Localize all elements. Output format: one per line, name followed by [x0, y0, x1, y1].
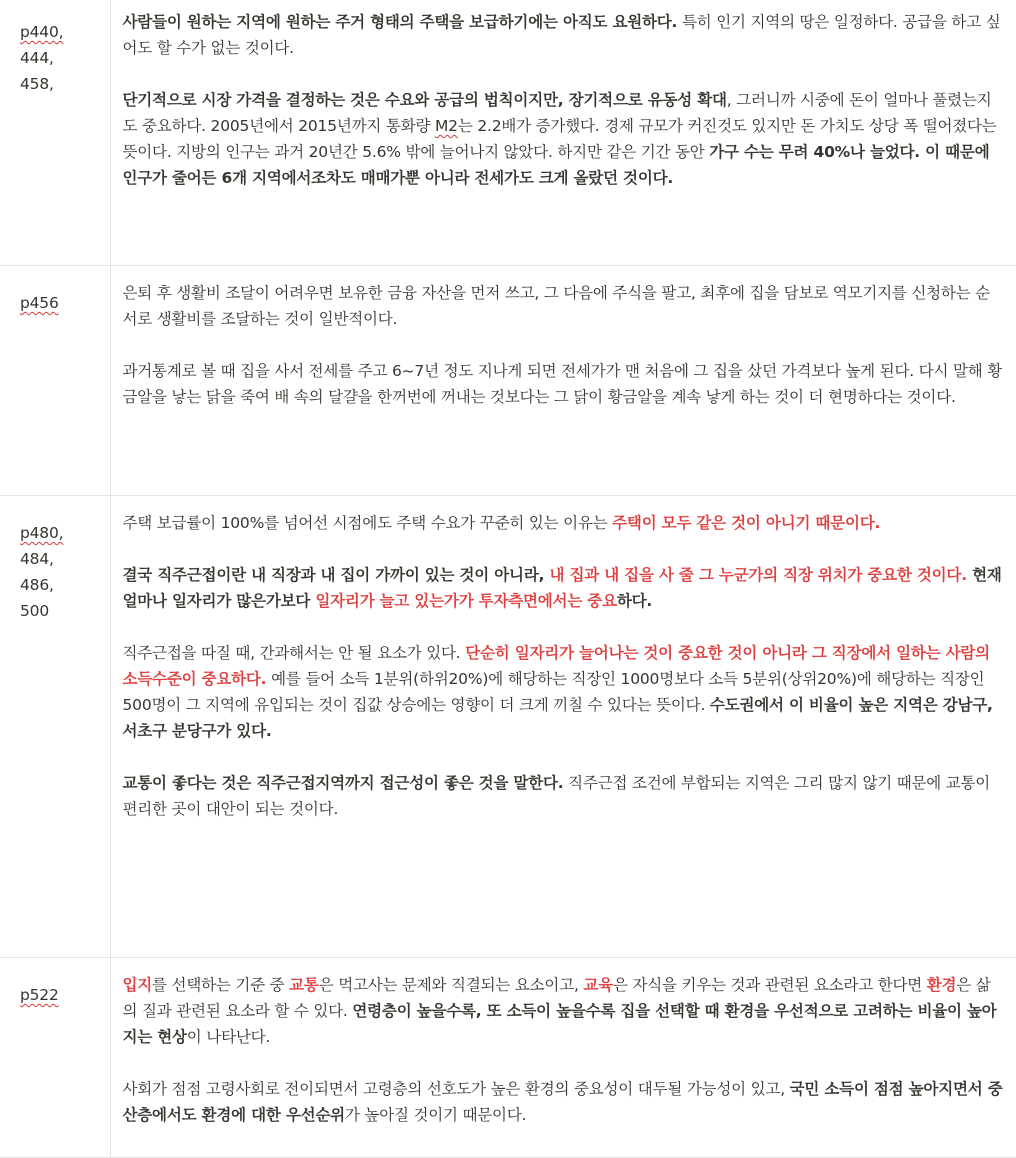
body-text: 직주근접 조건에 부합되는 지역은 그리 많지 않기 때문에 교통이 편리한 곳이 대안이 되는 것이다. [122, 774, 991, 818]
table-row [0, 958, 1016, 1158]
bold-text: 결국 직주근접이란 내 직장과 내 집이 가까이 있는 것이 아니라, [122, 566, 550, 584]
highlight-text: 교통 [289, 976, 319, 994]
body-text: 사회가 점점 고령사회로 전이되면서 고령층의 선호도가 높은 환경의 중요성이 대두될 가능성이 있고, [122, 1080, 790, 1098]
body-text: 를 선택하는 기준 중 [152, 976, 290, 994]
note-paragraph [123, 358, 1005, 410]
note-paragraph [123, 87, 1005, 191]
body-text: 주택 보급률이 100%를 넘어선 시점에도 주택 수요가 꾸준히 있는 이유는 [122, 514, 613, 532]
bold-text: 사람들이 원하는 지역에 원하는 주거 형태의 주택을 보급하기에는 아직도 요원하다. [122, 13, 678, 31]
bold-text: 현재 얼마나 일자리가 많은가보다 [122, 566, 1002, 610]
note-paragraph [123, 562, 1005, 614]
page-reference: 458, [20, 75, 54, 93]
table-row [0, 266, 1016, 496]
bold-text: 하다. [616, 592, 653, 610]
page-reference: 500 [20, 602, 49, 620]
note-paragraph [123, 972, 1005, 1050]
page-reference-cell [0, 496, 110, 958]
bold-text: 교통이 좋다는 것은 직주근접지역까지 접근성이 좋은 것을 말한다. [122, 774, 564, 792]
highlight-text: 주택이 모두 같은 것이 아니기 때문이다. [612, 514, 881, 532]
table-row [0, 0, 1016, 266]
highlight-text: 교육 [583, 976, 613, 994]
page-reference: p456 [20, 294, 59, 312]
page-reference: p522 [20, 986, 59, 1004]
bold-text: 연령층이 높을수록, 또 소득이 높을수록 집을 선택할 때 환경을 우선적으로 고려하는 비율이 높아지는 현상 [122, 1002, 997, 1046]
highlight-text: 단순히 일자리가 늘어나는 것이 중요한 것이 아니라 그 직장에서 일하는 사람의 소득수준이 중요하다. [122, 644, 990, 688]
body-text: 직주근접을 따질 때, 간과해서는 안 될 요소가 있다. [122, 644, 466, 662]
body-text: M2 [434, 117, 458, 135]
page-reference: 484, [20, 550, 54, 568]
note-text-cell [110, 958, 1016, 1158]
note-paragraph [123, 1076, 1005, 1128]
body-text: 이 나타난다. [186, 1028, 271, 1046]
body-text: 은 자식을 키우는 것과 관련된 요소라고 한다면 [612, 976, 927, 994]
page-reference: p480, [20, 524, 64, 542]
body-text: 은 삶의 질과 관련된 요소라 할 수 있다. [122, 976, 991, 1020]
body-text: 는 2.2배가 증가했다. 경제 규모가 커진것도 있지만 돈 가치도 상당 폭 떨어졌다는 뜻이다. 지방의 인구는 과거 20년간 5.6% 밖에 늘어나지 않았다. 하지만 같은 기간 동안 [122, 117, 997, 161]
body-text: 가 높아질 것이기 때문이다. [344, 1106, 527, 1124]
page-reference: 486, [20, 576, 54, 594]
note-text-cell [110, 0, 1016, 266]
bold-text: 국민 소득이 점점 높아지면서 중산층에서도 환경에 대한 우선순위 [122, 1080, 1003, 1124]
highlight-text: 내 집과 내 집을 사 줄 그 누군가의 직장 위치가 중요한 것이다. [549, 566, 967, 584]
note-paragraph [123, 770, 1005, 822]
table-row [0, 496, 1016, 958]
note-paragraph [123, 510, 1005, 536]
note-paragraph [123, 9, 1005, 61]
note-text-cell [110, 266, 1016, 496]
page-reference: 444, [20, 49, 54, 67]
note-paragraph [123, 280, 1005, 332]
page-reference-cell [0, 0, 110, 266]
note-paragraph [123, 640, 1005, 744]
body-text: 은 먹고사는 문제와 직결되는 요소이고, [318, 976, 584, 994]
highlight-text: 환경 [926, 976, 957, 994]
page-reference: p440, [20, 23, 64, 41]
body-text: 특히 인기 지역의 땅은 일정하다. 공급을 하고 싶어도 할 수가 없는 것이다. [122, 13, 1001, 57]
body-text: 은퇴 후 생활비 조달이 어려우면 보유한 금융 자산을 먼저 쓰고, 그 다음에 주식을 팔고, 최후에 집을 담보로 역모기지를 신청하는 순서로 생활비를 조달하는 것이 일반적이다. [122, 284, 990, 328]
highlight-text: 입지 [122, 976, 153, 994]
bold-text: 수도권에서 이 비율이 높은 지역은 강남구, 서초구 분당구가 있다. [122, 696, 993, 740]
highlight-text: 일자리가 늘고 있는가가 투자측면에서는 중요 [315, 592, 617, 610]
bold-text: 단기적으로 시장 가격을 결정하는 것은 수요와 공급의 법칙이지만, 장기적으로 유동성 확대 [122, 91, 727, 109]
page-reference-cell [0, 266, 110, 496]
body-text: 과거통계로 볼 때 집을 사서 전세를 주고 6~7년 정도 지나게 되면 전세가가 맨 처음에 그 집을 샀던 가격보다 높게 된다. 다시 말해 황금알을 낳는 닭을 죽여 배 속의 달걀을 한꺼번에 꺼내는 것보다는 그 닭이 황금알을 계속 낳게 하는 것이 더 현명하다는 것이다. [122, 362, 1002, 406]
body-text: 예를 들어 소득 1분위(하위20%)에 해당하는 직장인 1000명보다 소득 5분위(상위20%)에 해당하는 직장인 500명이 그 지역에 유입되는 것이 집값 상승에는 영향이 더 크게 끼칠 수 있다는 뜻이다. [122, 670, 985, 714]
bold-text: 가구 수는 무려 40%나 늘었다. 이 때문에 인구가 줄어든 6개 지역에서조차도 매매가뿐 아니라 전세가도 크게 올랐던 것이다. [122, 143, 990, 187]
note-text-cell [110, 496, 1016, 958]
body-text: , 그러니까 시중에 돈이 얼마나 풀렸는지도 중요하다. 2005년에서 2015년까지 통화량 [122, 91, 992, 135]
page-reference-cell [0, 958, 110, 1158]
